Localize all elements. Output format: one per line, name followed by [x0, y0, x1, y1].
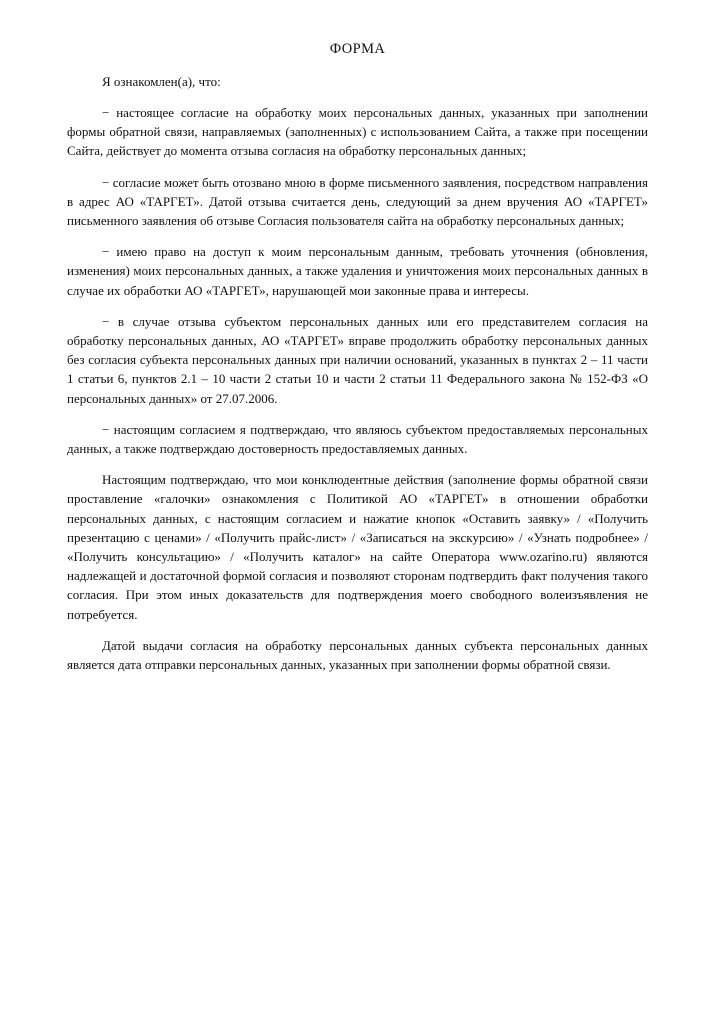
- clause-item-2: − согласие может быть отозвано мною в форме письменного заявления, посредством направления в адрес АО «ТАРГЕТ». Датой отзыва считается день, следующий за днем вручения АО «ТАРГЕТ» письменного заявления об отзыве Согласия пользователя сайта на обработку персональных данных;: [67, 174, 648, 229]
- date-of-consent-paragraph: Датой выдачи согласия на обработку персональных данных субъекта персональных данных является дата отправки персональных данных, указанных при заполнении формы обратной связи.: [67, 637, 648, 673]
- clause-item-5: − настоящим согласием я подтверждаю, что являюсь субъектом предоставляемых персональных данных, а также подтверждаю достоверность предоставляемых данных.: [67, 421, 648, 457]
- lead-statement: Я ознакомлен(а), что:: [102, 74, 221, 89]
- clause-item-1: − настоящее согласие на обработку моих персональных данных, указанных при заполнении формы обратной связи, направляемых (заполненных) с использованием Сайта, а также при посещении Сайта, действует до момента отзыва согласия на обработку персональных данных;: [67, 105, 648, 159]
- document-body: [67, 40, 648, 674]
- clause-item-3: − имею право на доступ к моим персональным данным, требовать уточнения (обновления, изменения) моих персональных данных, а также удаления и уничтожения моих персональных данных в случае их обработки АО «ТАРГЕТ», нарушающей мои законные права и интересы.: [67, 244, 648, 298]
- confirmation-paragraph: Настоящим подтверждаю, что мои конклюдентные действия (заполнение формы обратной связи проставление «галочки» ознакомления с Политикой АО «ТАРГЕТ» в отношении обработки персональных данных, с настоящим согласием и нажатие кнопок «Оставить заявку» / «Получить презентацию с ценами» / «Получить прайс-лист» / «Записаться на экскурсию» / «Узнать подробнее» / «Получить консультацию» / «Получить каталог» на сайте Оператора www.ozarino.ru) являются надлежащей и достаточной формой согласия и позволяют сторонам подтвердить факт получения такого согласия. При этом иных доказательств для подтверждения моего свободного волеизъявления не потребуется.: [67, 472, 648, 622]
- clause-item-4: − в случае отзыва субъектом персональных данных или его представителем согласия на обработку персональных данных, АО «ТАРГЕТ» вправе продолжить обработку персональных данных без согласия субъекта персональных данных при наличии оснований, указанных в пунктах 2 – 11 части 1 статьи 6, пунктов 2.1 – 10 части 2 статьи 10 и части 2 статьи 11 Федерального закона № 152-ФЗ «О персональных данных» от 27.07.2006.: [67, 313, 648, 406]
- page-title: ФОРМА: [329, 41, 386, 57]
